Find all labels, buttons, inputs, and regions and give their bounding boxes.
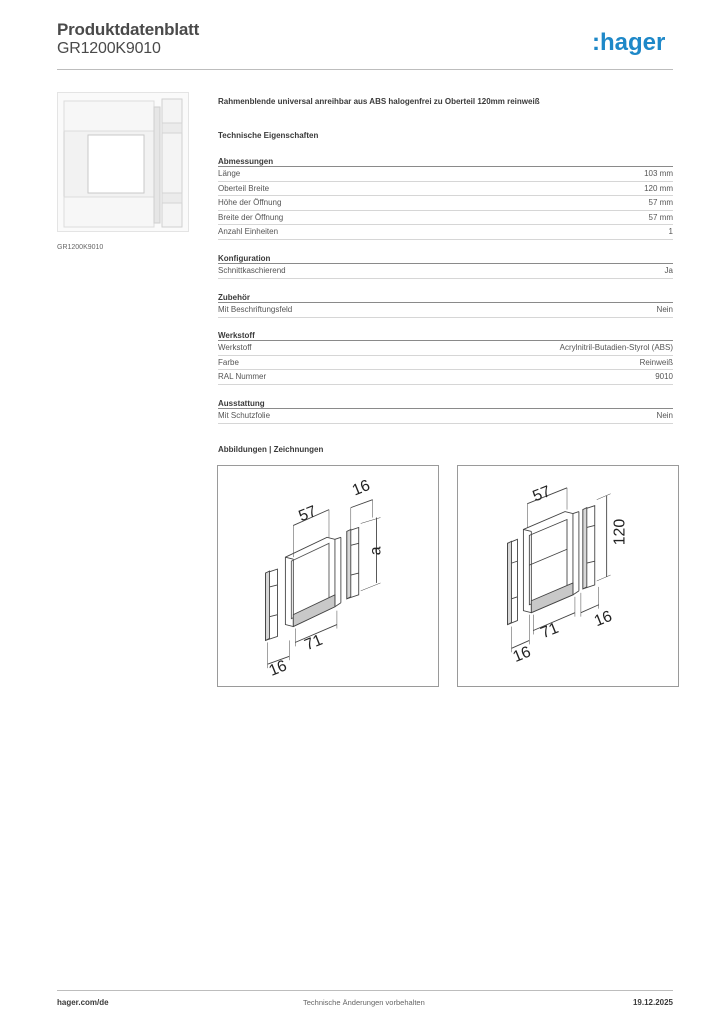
footer-note: Technische Änderungen vorbehalten [303,998,425,1007]
property-value: 9010 [655,372,673,382]
property-row [218,409,673,424]
property-label: RAL Nummer [218,372,267,382]
property-row [218,167,673,182]
property-value: 120 mm [644,183,673,193]
property-value: Nein [656,411,673,420]
document-title: Produktdatenblatt [57,20,200,39]
section-title: Zubehör [218,292,673,303]
property-section [218,330,673,385]
section-title: Ausstattung [218,398,673,409]
dim-side-right-label: 16 [591,607,615,631]
property-label: Breite der Öffnung [218,212,284,222]
property-label: Mit Beschriftungsfeld [218,305,293,314]
property-section [218,292,673,318]
property-row [218,182,673,197]
property-value: Nein [656,305,673,314]
property-section [218,253,673,279]
property-row [218,264,673,279]
footer-website-link[interactable]: hager.com/de [57,998,109,1007]
hager-logo [592,28,674,58]
product-number: GR1200K9010 [57,40,161,57]
dim-height-label: a [367,546,385,556]
drawing-left [217,465,439,687]
photo-caption: GR1200K9010 [57,244,104,251]
dim-side-label: 16 [266,657,290,680]
property-value: Reinweiß [639,357,673,367]
section-title: Konfiguration [218,253,673,264]
property-label: Werkstoff [218,343,252,352]
property-row [218,356,673,371]
property-label: Mit Schutzfolie [218,411,271,420]
dimension-drawing-left [218,466,438,686]
property-row [218,341,673,356]
property-label: Oberteil Breite [218,183,270,193]
property-value: 1 [668,227,673,237]
footer-divider [57,990,673,991]
property-section [218,156,673,240]
property-row [218,225,673,240]
dim-side-left-label: 16 [510,643,534,666]
section-title: Werkstoff [218,330,673,341]
property-row [218,303,673,318]
dim-front-label: 71 [302,631,326,655]
section-title: Abmessungen [218,156,673,167]
property-label: Schnittkaschierend [218,266,286,275]
property-value: 103 mm [644,169,673,178]
property-label: Farbe [218,357,239,367]
property-label: Höhe der Öffnung [218,198,282,208]
property-label: Länge [218,169,241,178]
dim-top-label: 16 [349,477,373,500]
property-row [218,196,673,211]
property-row [218,211,673,226]
dim-height-label: 120 [611,518,629,546]
property-value: 57 mm [648,212,673,222]
property-row [218,370,673,385]
product-description: Rahmenblende universal anreihbar aus ABS halogenfrei zu Oberteil 120mm reinweiß [218,97,540,106]
hager-logo-text: :hager [592,29,666,56]
property-value: Ja [664,266,673,275]
footer-date: 19.12.2025 [632,998,673,1007]
dim-front-label: 71 [538,619,562,643]
property-label: Anzahl Einheiten [218,227,279,237]
drawing-right [457,465,679,687]
technical-properties-heading: Technische Eigenschaften [218,131,319,140]
drawings-heading: Abbildungen | Zeichnungen [218,445,324,454]
header-divider [57,69,673,70]
property-value: 57 mm [648,198,673,208]
property-section [218,398,673,424]
dimension-drawing-right [458,466,678,686]
dim-width-label: 57 [296,502,320,526]
property-value: Acrylnitril-Butadien-Styrol (ABS) [559,343,673,352]
product-photo [57,92,189,232]
dim-width-label: 57 [530,483,554,506]
